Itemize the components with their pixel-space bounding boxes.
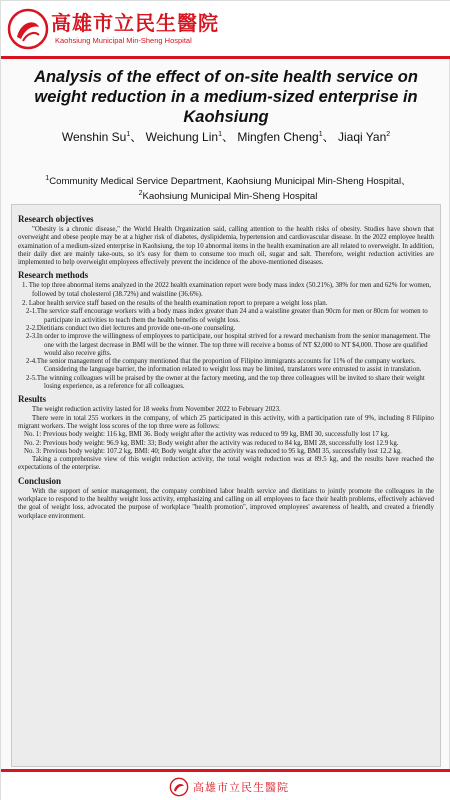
- footer-hospital-name: 高雄市立民生醫院: [193, 781, 289, 794]
- affiliation-line: Community Medical Service Department, Kaohsiung Municipal Min-Sheng Hospital、: [49, 176, 411, 188]
- methods-item: 1. The top three abnormal items analyzed in the 2022 health examination report were body mass index (50.21%), 38% for men and 62% for women, followed by total cholesterol (38.72%) and waistline (36.6%).: [22, 282, 431, 298]
- hospital-logo-icon: [7, 7, 49, 51]
- author-name: Jiaqi Yan: [338, 130, 387, 144]
- author-name: Weichung Lin: [145, 130, 219, 144]
- methods-subitem: 2-3.In order to improve the willingness of employees to participate, our hospital strived for a reward mechanism from the senior management. The one with the largest decrease in BMI will be the winner. The top three will receive a bonus of NT $2,000 to NT $4,000. Those are qualified would also receive gifts.: [26, 333, 431, 357]
- methods-subitem: 2-5.The winning colleagues will be praised by the owner at the factory meeting, and the top three colleagues will be invited to share their weight losing experience, as a reference for all colleagues.: [26, 374, 425, 391]
- results-rank-item: No. 2: Previous body weight: 96.9 kg, BMI: 33; Body weight after the activity was reduced to 84 kg, BMI 28, successfully lost 12.9 kg.: [24, 439, 399, 447]
- results-text: The weight reduction activity lasted for 18 weeks from November 2022 to February 2023.: [32, 406, 281, 414]
- poster-header: [1, 1, 450, 59]
- conclusion-heading: Conclusion: [18, 475, 62, 486]
- conclusion-text: With the support of senior management, the company combined labor health service and dietitians to jointly promote the colleagues in the workplace to respond to the healthy weight loss activity, emphasizing and calling on all employees to face their health problems, effectively achieved the goal of weight loss, advocated the purpose of workplace "health promotion", improved employees' awareness of health, and created a friendly workplace environment.: [18, 487, 434, 520]
- methods-heading: Research methods: [18, 270, 89, 281]
- poster-title: Analysis of the effect of on-site health service on weight reduction in a medium-sized enterprise in Kaohsiung: [34, 68, 418, 126]
- methods-subitem: 2-1.The service staff encourage workers with a body mass index greater than 24 and a waistline greater than 90cm for men or 80cm for women to participate in activities to teach them the health benefits of weight loss.: [26, 308, 428, 324]
- results-heading: Results: [18, 394, 47, 405]
- affiliations: $^1$Community Medical Service Department, Kaohsiung Municipal Min-Sheng Hospital、 $^2$Kaohsiung Municipal Min-Sheng Hospital: [45, 175, 411, 203]
- poster-footer: [1, 769, 450, 800]
- hospital-name-zh: 高雄市立民生醫院: [51, 11, 219, 35]
- abstract-body: [11, 204, 441, 767]
- objectives-text: "Obesity is a chronic disease," the World Health Organization said, calling attention to the health risks of obesity. Studies have shown that overweight and obese people may be at a higher risk of diabetes, dyslipidemia, hypertension and cardiovascular disease. In the 2022 employee health examination of a medium-sized enterprise in Kaohsiung, the top 10 abnormal items in the health examination are all related to overweight. In addition, their daily diet are mainly take-outs, so it's easy for them to consume too much oil, sugar and salt. Therefore, weight reduction activities are implemented to help overweight employees effectively prevent the incidence of the above-mentioned diseases.: [18, 226, 434, 267]
- hospital-logo-icon: [169, 777, 189, 797]
- results-rank-item: No. 1: Previous body weight: 116 kg, BMI 36. Body weight after the activity was reduced to 99 kg, BMI 30, successfully lost 17 kg.: [24, 431, 390, 439]
- objectives-heading: Research objectives: [18, 214, 94, 224]
- hospital-name-en: Kaohsiung Municipal Min-Sheng Hospital: [55, 36, 192, 45]
- methods-subitem: 2-2.Dietitians conduct two diet lectures and provide one-on-one counseling.: [26, 324, 236, 332]
- results-text: Taking a comprehensive view of this weight reduction activity, the total weight reduction was at 89.5 kg, and the results have reached the expectations of the enterprise.: [18, 456, 434, 472]
- methods-item: 2. Labor health service staff based on the results of the health examination report to prepare a weight loss plan.: [22, 300, 328, 308]
- author-name: Wenshin Su: [61, 130, 127, 144]
- results-text: There were in total 255 workers in the company, of which 25 participated in this activity, with a participation rate of 9%, including 8 Filipino migrant workers. The weight loss scores of the top three were as follows:: [18, 414, 434, 430]
- results-rank-item: No. 3: Previous body weight: 107.2 kg, BMI: 40; Body weight after the activity was reduced to 95 kg, BMI 35, successfully lost 12.2 kg.: [24, 447, 402, 455]
- affiliation-line: Kaohsiung Municipal Min-Sheng Hospital: [142, 191, 318, 203]
- author-name: Mingfen Cheng: [237, 130, 319, 144]
- methods-subitem: 2-4.The senior management of the company mentioned that the proportion of Filipino immigrants accounts for 11% of the company workers. Considering the language barrier, the information related to weight loss may be limited, translators were entrusted to assist in translation.: [26, 358, 422, 374]
- author-list: Wenshin Su$^1$、 Weichung Lin$^1$、 Mingfen Cheng$^1$、 Jiaqi Yan$^2$: [61, 130, 391, 144]
